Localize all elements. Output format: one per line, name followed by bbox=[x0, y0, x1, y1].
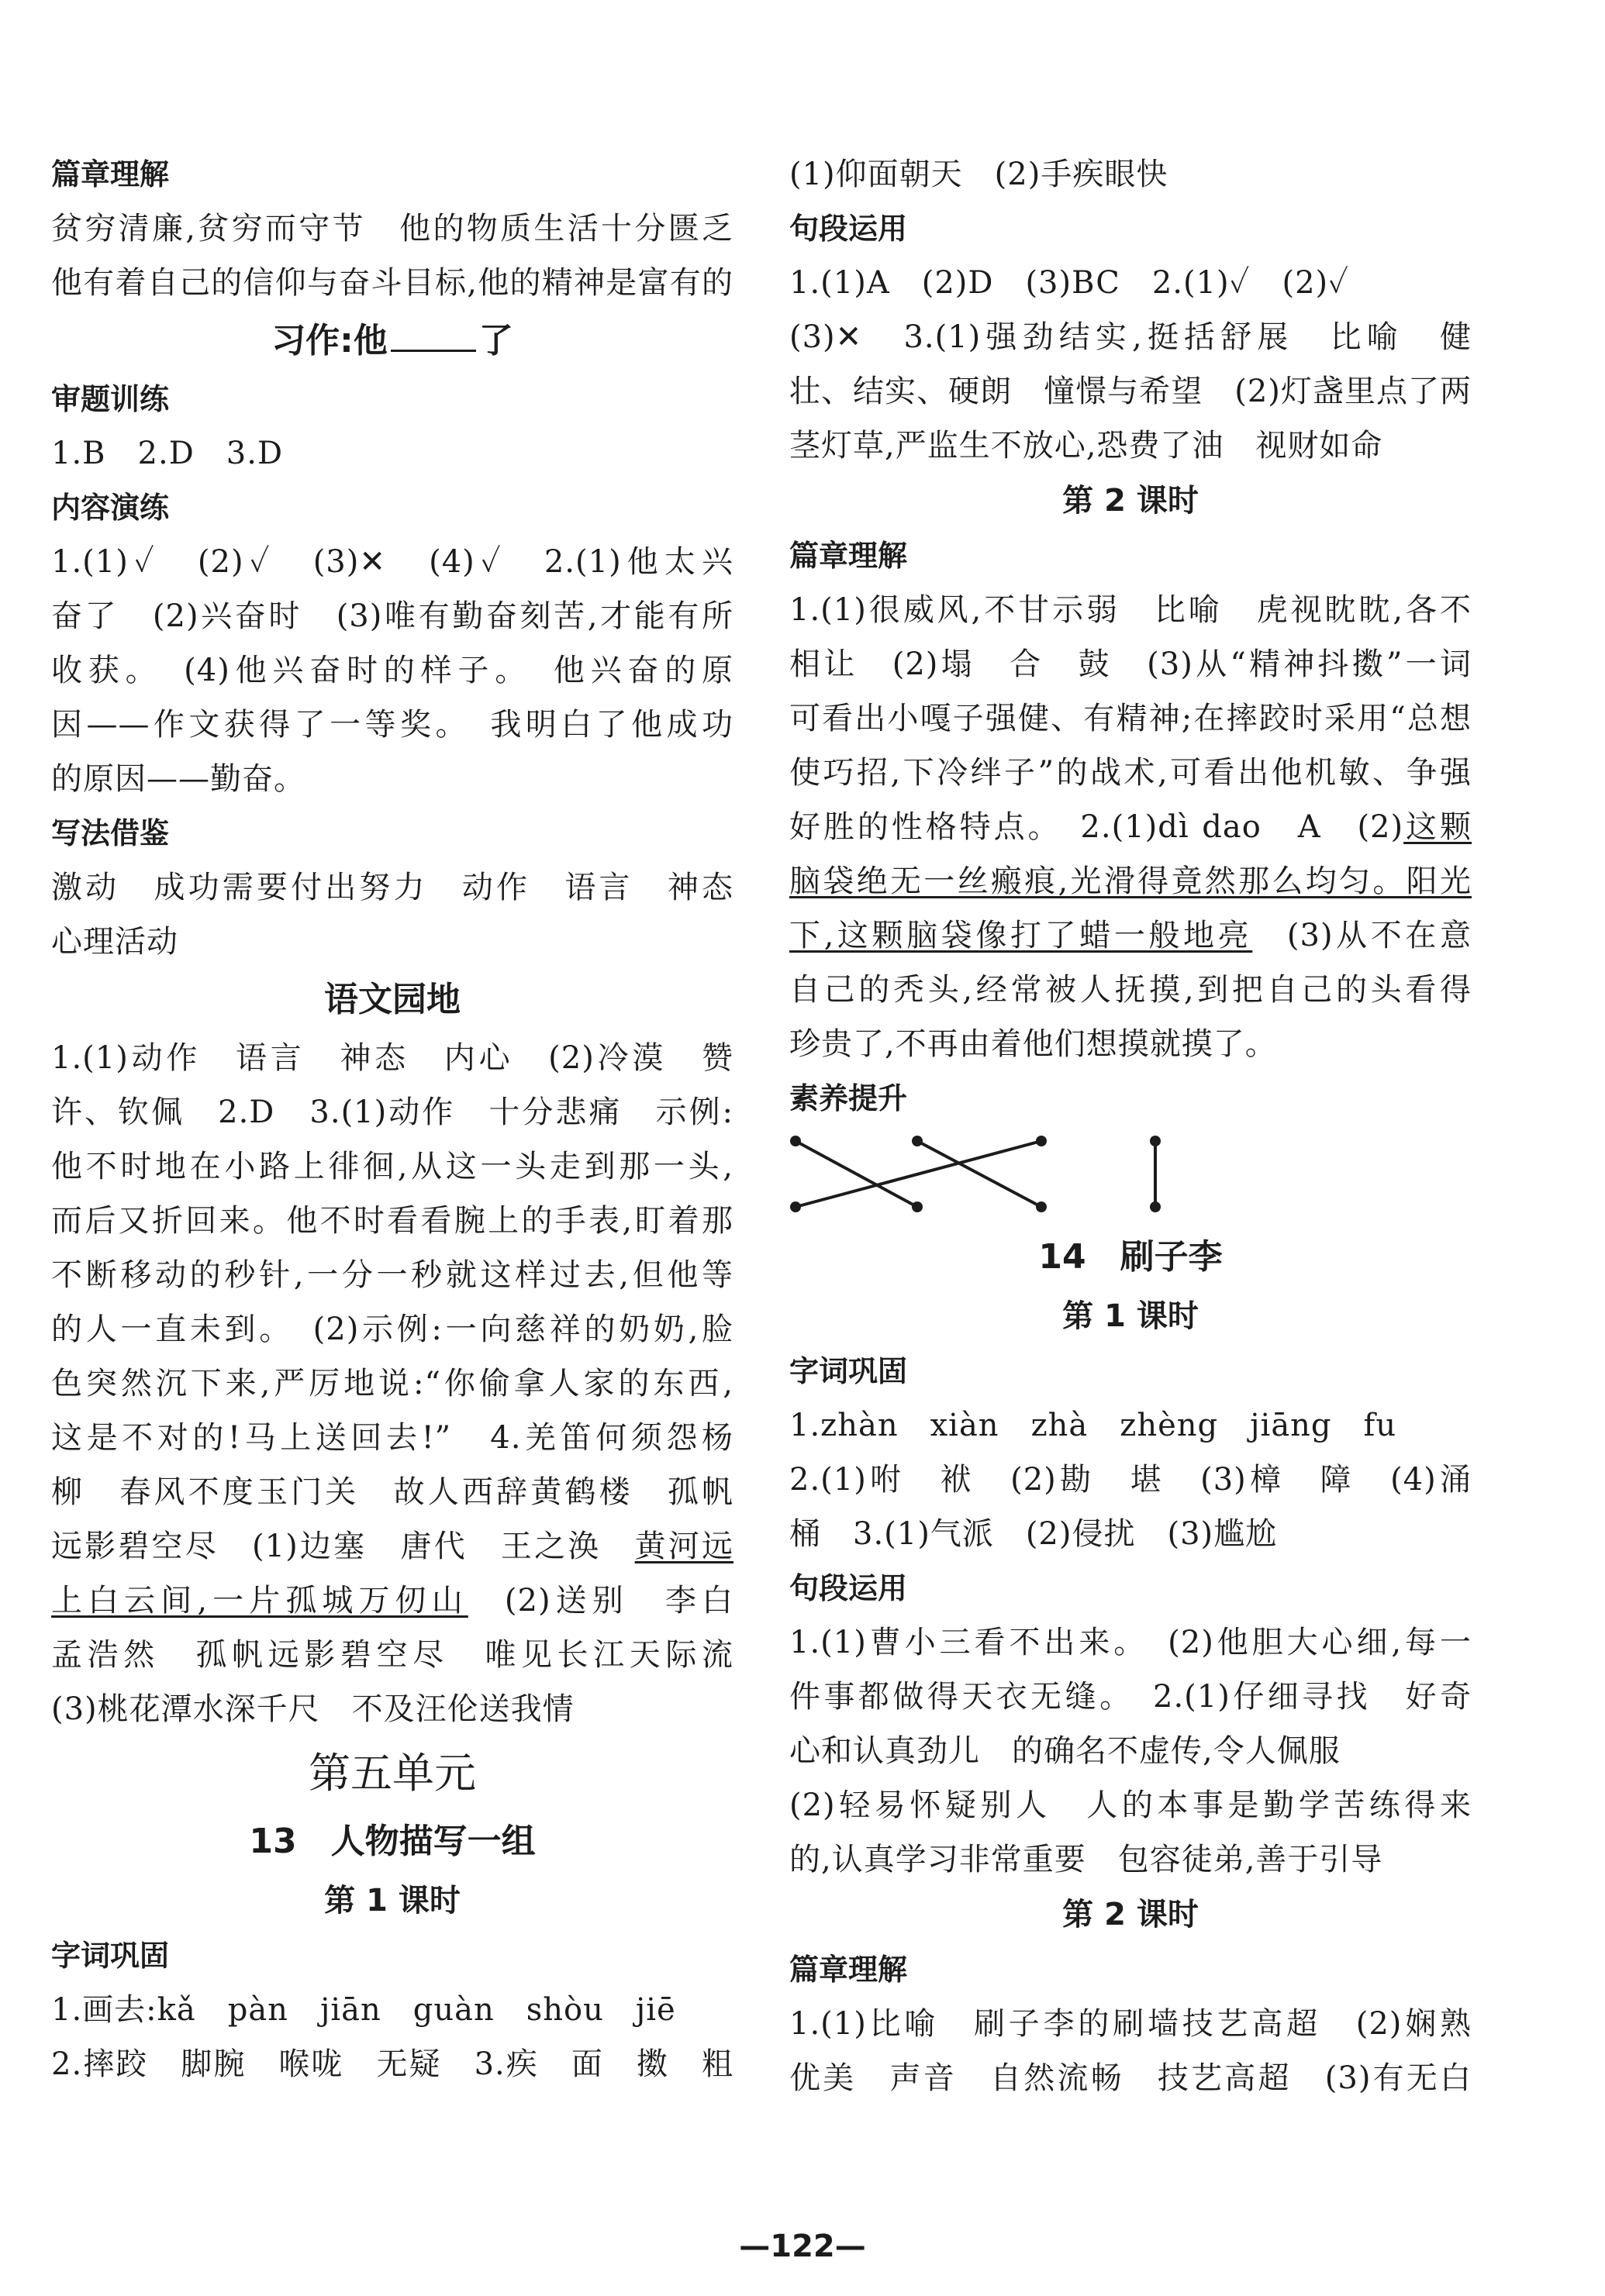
left-column bbox=[51, 147, 733, 2091]
answer-line bbox=[51, 1519, 733, 1574]
matching-lines bbox=[789, 1126, 1472, 1226]
answer-line: 自己的秃头,经常被人抚摸,到把自己的头看得 bbox=[789, 972, 1472, 1008]
answer-line: (1)仰面朝天 (2)手疾眼快 bbox=[789, 157, 1168, 192]
answer-line: 不断移动的秒针,一分一秒就这样过去,但他等 bbox=[51, 1257, 733, 1293]
answer-line: 1.(1)动作 语言 神态 内心 (2)冷漠 赞 bbox=[51, 1040, 733, 1076]
answer-line: 1.(1)很威风,不甘示弱 比喻 虎视眈眈,各不 bbox=[789, 592, 1472, 628]
match-dot bbox=[1150, 1136, 1161, 1146]
answer-line: 1.(1)A (2)D (3)BC 2.(1)✓ (2)✓ bbox=[789, 265, 1349, 301]
right-column bbox=[789, 147, 1472, 2105]
answer-line: 贫穷清廉,贫穷而守节 他的物质生活十分匮乏 bbox=[51, 211, 733, 246]
answer-line bbox=[789, 800, 1472, 854]
answer-line: 许、钦佩 2.D 3.(1)动作 十分悲痛 示例: bbox=[51, 1095, 733, 1130]
match-dot bbox=[1036, 1136, 1047, 1146]
answer-line: 相让 (2)塌 合 鼓 (3)从“精神抖擞”一词 bbox=[789, 646, 1472, 682]
answer-line: (3)桃花潭水深千尺 不及汪伦送我情 bbox=[51, 1691, 575, 1727]
matching-diagram bbox=[789, 1126, 1472, 1226]
match-dot bbox=[790, 1201, 801, 1212]
lesson-title-13: 13 人物描写一组 bbox=[249, 1822, 536, 1861]
answer-line: 1.zhàn xiàn zhà zhèng jiāng fu bbox=[789, 1408, 1397, 1443]
answer-line: 1.(1)曹小三看不出来。 (2)他胆大心细,每一 bbox=[789, 1625, 1472, 1660]
section-heading: 字词巩固 bbox=[789, 1354, 908, 1388]
answer-line: 1.B 2.D 3.D bbox=[51, 436, 284, 471]
underlined-line: 脑袋绝无一丝瘢痕,光滑得竟然那么均匀。阳光 bbox=[789, 864, 1472, 899]
answer-line: 激动 成功需要付出努力 动作 语言 神态 bbox=[51, 870, 733, 905]
match-dot bbox=[912, 1136, 923, 1146]
title-blank bbox=[391, 323, 476, 352]
answer-line: 桶 3.(1)气派 (2)侵扰 (3)尴尬 bbox=[789, 1516, 1278, 1552]
answer-line: 1.(1)比喻 刷子李的刷墙技艺高超 (2)娴熟 bbox=[789, 2006, 1472, 2042]
answer-line: 优美 声音 自然流畅 技艺高超 (3)有无白 bbox=[789, 2060, 1472, 2096]
answer-line: 柳 春风不度玉门关 故人西辞黄鹤楼 孤帆 bbox=[51, 1474, 733, 1510]
underlined-text: 上白云间,一片孤城万仞山 bbox=[51, 1583, 468, 1619]
answer-line: 奋了 (2)兴奋时 (3)唯有勤奋刻苦,才能有所 bbox=[51, 598, 733, 634]
answer-text: (3)从不在意 bbox=[1252, 918, 1472, 953]
answer-line: 孟浩然 孤帆远影碧空尽 唯见长江天际流 bbox=[51, 1637, 733, 1673]
lesson-title-14: 14 刷子李 bbox=[1038, 1237, 1223, 1277]
answer-line: (2)轻易怀疑别人 人的本事是勤学苦练得来 bbox=[789, 1788, 1472, 1823]
answer-line: 珍贵了,不再由着他们想摸就摸了。 bbox=[789, 1026, 1277, 1062]
lesson-title-yuwen: 语文园地 bbox=[324, 980, 461, 1019]
answer-line: 壮、结实、硬朗 憧憬与希望 (2)灯盏里点了两 bbox=[789, 374, 1472, 409]
answer-line: 因——作文获得了一等奖。 我明白了他成功 bbox=[51, 707, 733, 743]
section-heading: 篇章理解 bbox=[51, 157, 170, 191]
underlined-text: 这颗 bbox=[1403, 809, 1472, 845]
answer-line: 2.(1)咐 袱 (2)勘 堪 (3)樟 障 (4)涌 bbox=[789, 1462, 1472, 1498]
answer-line: 茎灯草,严监生不放心,恐费了油 视财如命 bbox=[789, 428, 1383, 464]
answer-line: 2.摔跤 脚腕 喉咙 无疑 3.疾 面 擞 粗 bbox=[51, 2046, 733, 2082]
answer-line: 可看出小嘎子强健、有精神;在摔跤时采用“总想 bbox=[789, 701, 1472, 736]
match-dot bbox=[1036, 1201, 1047, 1212]
match-dot bbox=[790, 1136, 801, 1146]
answer-line bbox=[51, 1574, 733, 1628]
match-line bbox=[796, 1141, 917, 1207]
answer-line: 这是不对的!马上送回去!” 4.羌笛何须怨杨 bbox=[51, 1420, 733, 1456]
answer-line: 的人一直未到。 (2)示例:一向慈祥的奶奶,脸 bbox=[51, 1312, 733, 1347]
class-period-title: 第 1 课时 bbox=[1062, 1298, 1199, 1334]
page-number: —122— bbox=[739, 2229, 866, 2264]
answer-line: 而后又折回来。他不时看看腕上的手表,盯着那 bbox=[51, 1203, 733, 1239]
match-dot bbox=[912, 1201, 923, 1212]
answer-line: 的原因——勤奋。 bbox=[51, 761, 305, 797]
answer-line: 他不时地在小路上徘徊,从这一头走到那一头, bbox=[51, 1149, 733, 1184]
answer-line bbox=[789, 908, 1472, 963]
section-heading: 内容演练 bbox=[51, 491, 170, 525]
section-heading: 写法借鉴 bbox=[51, 816, 170, 850]
lesson-title-xizuo bbox=[51, 310, 733, 372]
answer-line: 1.画去:kǎ pàn jiān guàn shòu jiē bbox=[51, 1992, 676, 2028]
answer-line: 心和认真劲儿 的确名不虚传,令人佩服 bbox=[789, 1733, 1341, 1769]
underlined-text: 黄河远 bbox=[634, 1529, 733, 1564]
answer-line: 件事都做得天衣无缝。 2.(1)仔细寻找 好奇 bbox=[789, 1679, 1472, 1715]
section-heading: 字词巩固 bbox=[51, 1939, 170, 1973]
class-period-title: 第 2 课时 bbox=[1062, 483, 1199, 519]
answer-line: (3)✕ 3.(1)强劲结实,挺括舒展 比喻 健 bbox=[789, 319, 1472, 355]
unit-title: 第五单元 bbox=[309, 1749, 476, 1798]
section-heading: 句段运用 bbox=[789, 1571, 908, 1605]
match-line bbox=[917, 1141, 1041, 1207]
answer-line: 色突然沉下来,严厉地说:“你偷拿人家的东西, bbox=[51, 1366, 733, 1401]
answer-text: 好胜的性格特点。 2.(1)dì dao A (2) bbox=[789, 809, 1404, 845]
class-period-title: 第 1 课时 bbox=[324, 1883, 461, 1919]
title-suffix: 了 bbox=[478, 321, 513, 360]
section-heading: 审题训练 bbox=[51, 382, 170, 416]
title-prefix: 习作:他 bbox=[271, 321, 388, 360]
answer-text: (2)送别 李白 bbox=[468, 1583, 733, 1619]
match-line bbox=[796, 1141, 1041, 1207]
underlined-text: 下,这颗脑袋像打了蜡一般地亮 bbox=[789, 918, 1253, 953]
answer-line: 收获。 (4)他兴奋时的样子。 他兴奋的原 bbox=[51, 653, 733, 688]
answer-line: 1.(1)✓ (2)✓ (3)✕ (4)✓ 2.(1)他太兴 bbox=[51, 544, 733, 580]
match-dot bbox=[1150, 1201, 1161, 1212]
class-period-title: 第 2 课时 bbox=[1062, 1897, 1199, 1932]
answer-line: 使巧招,下冷绊子”的战术,可看出他机敏、争强 bbox=[789, 755, 1472, 791]
answer-line: 他有着自己的信仰与奋斗目标,他的精神是富有的 bbox=[51, 265, 733, 301]
answer-line: 的,认真学习非常重要 包容徒弟,善于引导 bbox=[789, 1842, 1383, 1877]
answer-text: 远影碧空尽 (1)边塞 唐代 王之涣 bbox=[51, 1529, 635, 1564]
section-heading: 篇章理解 bbox=[789, 539, 908, 573]
section-heading: 句段运用 bbox=[789, 212, 908, 246]
section-heading: 素养提升 bbox=[789, 1081, 908, 1115]
section-heading: 篇章理解 bbox=[789, 1953, 908, 1987]
answer-line: 心理活动 bbox=[51, 924, 178, 960]
